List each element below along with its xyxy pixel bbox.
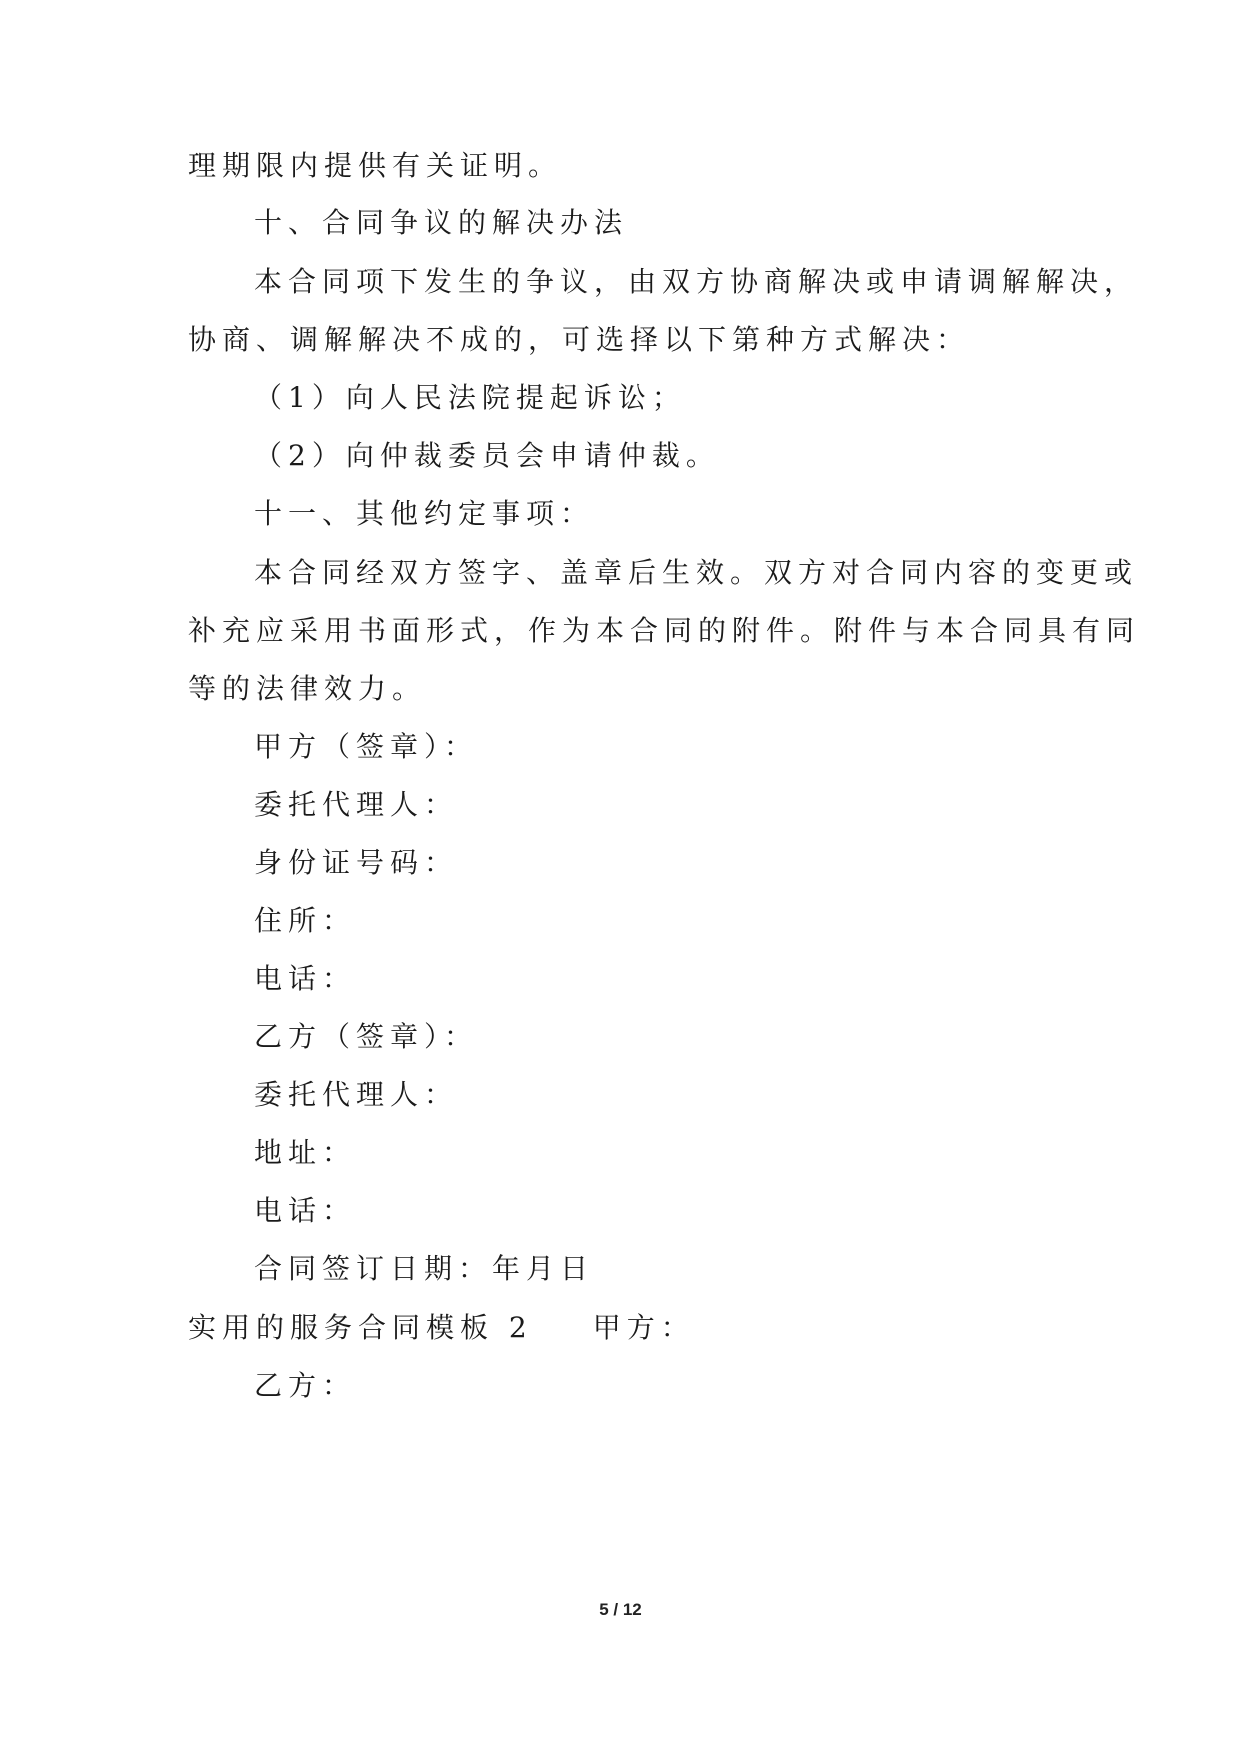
page-number: 5 / 12 <box>599 1600 642 1619</box>
signature-field: 甲方（签章）： <box>254 730 479 763</box>
template-title-row <box>188 1308 695 1348</box>
signature-field: 电话： <box>254 1194 357 1227</box>
paragraph-line: 本合同项下发生的争议，由双方协商解决或申请调解解决， <box>254 265 1139 298</box>
template-party-a: 甲方： <box>592 1311 695 1344</box>
paragraph-line: 补充应采用书面形式，作为本合同的附件。附件与本合同具有同 <box>188 614 1141 647</box>
paragraph-line: 协商、调解解决不成的，可选择以下第种方式解决： <box>188 323 971 356</box>
signature-field: 电话： <box>254 962 357 995</box>
signature-field: 委托代理人： <box>254 788 459 821</box>
paragraph-line: 本合同经双方签字、盖章后生效。双方对合同内容的变更或 <box>254 556 1139 589</box>
signature-field: 地址： <box>254 1136 357 1169</box>
section-heading: 十一、其他约定事项： <box>254 497 595 530</box>
signature-field: 委托代理人： <box>254 1078 459 1111</box>
section-heading: 十、合同争议的解决办法 <box>254 206 629 239</box>
template-title: 实用的服务合同模板 2 <box>188 1311 533 1344</box>
signature-date: 合同签订日期：年月日 <box>254 1252 595 1285</box>
template-party-b: 乙方： <box>254 1369 357 1402</box>
paragraph-line: 等的法律效力。 <box>188 672 427 705</box>
list-item: （1）向人民法院提起诉讼； <box>254 381 686 414</box>
paragraph-line: 理期限内提供有关证明。 <box>188 149 563 182</box>
signature-field: 身份证号码： <box>254 846 459 879</box>
list-item: （2）向仲裁委员会申请仲裁。 <box>254 439 720 472</box>
signature-field: 乙方（签章）： <box>254 1020 479 1053</box>
signature-field: 住所： <box>254 904 357 937</box>
